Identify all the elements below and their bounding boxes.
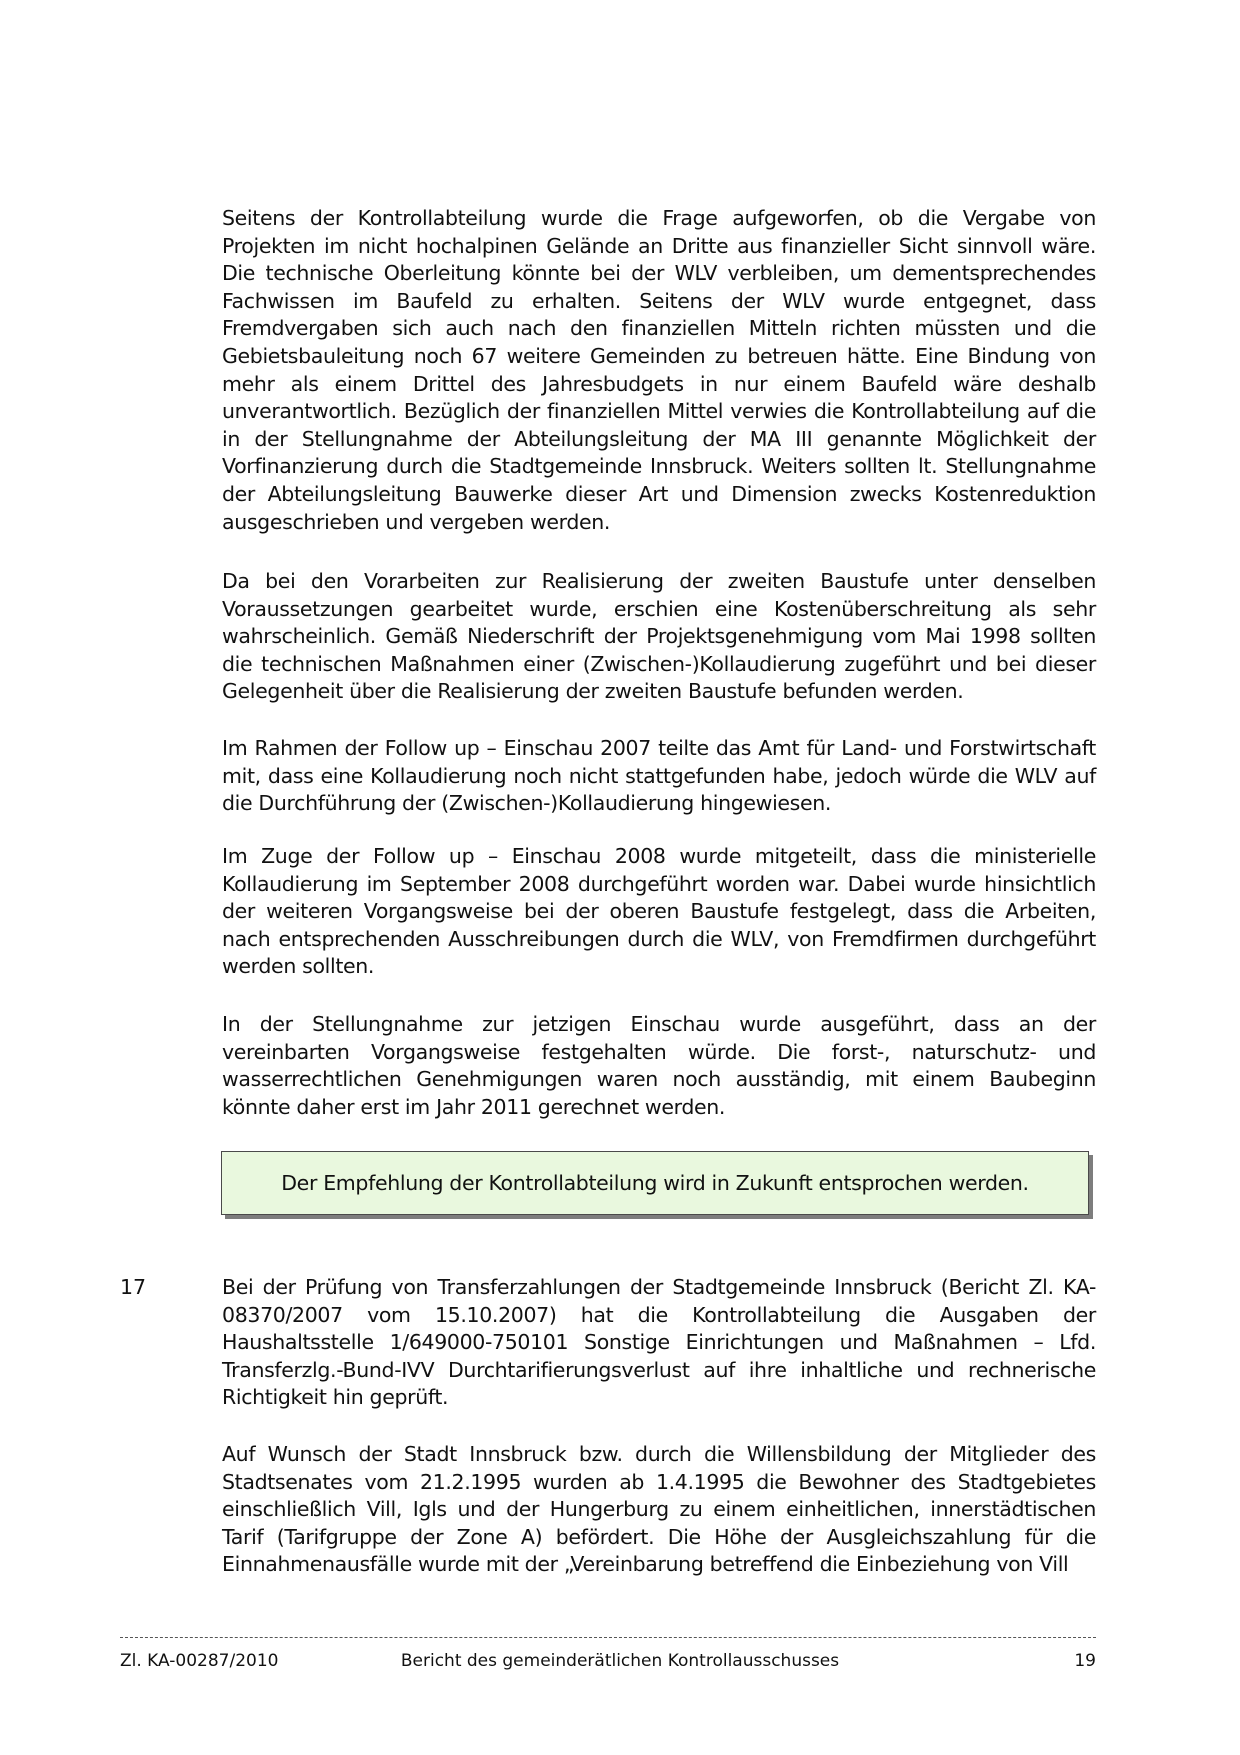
paragraph-transfer-payments-audit: Bei der Prüfung von Transferzahlungen der Stadtgemeinde Innsbruck (Bericht Zl. KA-08370/2007 vom 15.10.2007) hat die Kontrollabteilung die Ausgaben der Haushaltsstelle 1/649000-750101 Sonstige Einrichtungen und Maßnahmen – Lfd. Transferzlg.-Bund-IVV Durchtarifierungsverlust auf ihre inhaltliche und rechnerische Richtigkeit hin geprüft. [222, 1275, 1096, 1410]
paragraph-follow-up-2008: Im Zuge der Follow up – Einschau 2008 wurde mitgeteilt, dass die ministerielle Kollaudierung im September 2008 durchgeführt worden war. Dabei wurde hinsichtlich der weiteren Vorgangsweise bei der oberen Baustufe festgelegt, dass die Arbeiten, nach entsprechenden Ausschreibungen durch die WLV, von Fremdfirmen durchgeführt werden sollten. [222, 844, 1096, 979]
paragraph-second-construction-stage: Da bei den Vorarbeiten zur Realisierung der zweiten Baustufe unter denselben Voraussetzungen gearbeitet wurde, erschien eine Kostenüberschreitung als sehr wahrscheinlich. Gemäß Niederschrift der Projektsgenehmigung vom Mai 1998 sollten die technischen Maßnahmen einer (Zwischen-)Kollaudierung zugeführt und bei dieser Gelegenheit über die Realisierung der zweiten Baustufe befunden werden. [222, 569, 1096, 704]
page-number: 19 [1074, 1651, 1096, 1671]
recommendation-box [221, 1151, 1089, 1215]
recommendation-text: Der Empfehlung der Kontrollabteilung wird in Zukunft entsprochen werden. [281, 1171, 1029, 1195]
section-number: 17 [120, 1275, 147, 1299]
footer-divider [120, 1637, 1096, 1638]
paragraph-tariff-zone: Auf Wunsch der Stadt Innsbruck bzw. durch die Willensbildung der Mitglieder des Stadtsenates vom 21.2.1995 wurden ab 1.4.1995 die Bewohner des Stadtgebietes einschließlich Vill, Igls und der Hungerburg zu einem einheitlichen, innerstädtischen Tarif (Tarifgruppe der Zone A) befördert. Die Höhe der Ausgleichszahlung für die Einnahmenausfälle wurde mit der „Vereinbarung betreffend die Einbeziehung von Vill [222, 1442, 1096, 1577]
footer-reference: Zl. KA-00287/2010 [120, 1651, 279, 1671]
paragraph-outsourcing-question: Seitens der Kontrollabteilung wurde die Frage aufgeworfen, ob die Vergabe von Projekten im nicht hochalpinen Gelände an Dritte aus finanzieller Sicht sinnvoll wäre. Die technische Oberleitung könnte bei der WLV verbleiben, um dementsprechendes Fachwissen im Baufeld zu erhalten. Seitens der WLV wurde entgegnet, dass Fremdvergaben sich auch nach den finanziellen Mitteln richten müssten und die Gebietsbauleitung noch 67 weitere Gemeinden zu betreuen hätte. Eine Bindung von mehr als einem Drittel des Jahresbudgets in nur einem Baufeld wäre deshalb unverantwortlich. Bezüglich der finanziellen Mittel verwies die Kontrollabteilung auf die in der Stellungnahme der Abteilungsleitung der MA III genannte Möglichkeit der Vorfinanzierung durch die Stadtgemeinde Innsbruck. Weiters sollten lt. Stellungnahme der Abteilungsleitung Bauwerke dieser Art und Dimension zwecks Kostenreduktion ausgeschrieben und vergeben werden. [222, 206, 1096, 534]
paragraph-follow-up-2007: Im Rahmen der Follow up – Einschau 2007 teilte das Amt für Land- und Forstwirtschaft mit, dass eine Kollaudierung noch nicht stattgefunden habe, jedoch würde die WLV auf die Durchführung der (Zwischen-)Kollaudierung hingewiesen. [222, 736, 1096, 816]
paragraph-current-statement: In der Stellungnahme zur jetzigen Einschau wurde ausgeführt, dass an der vereinbarten Vorgangsweise festgehalten würde. Die forst-, naturschutz- und wasserrechtlichen Genehmigungen waren noch ausständig, mit einem Baubeginn könnte daher erst im Jahr 2011 gerechnet werden. [222, 1012, 1096, 1119]
footer-title: Bericht des gemeinderätlichen Kontrollausschusses [400, 1651, 840, 1671]
